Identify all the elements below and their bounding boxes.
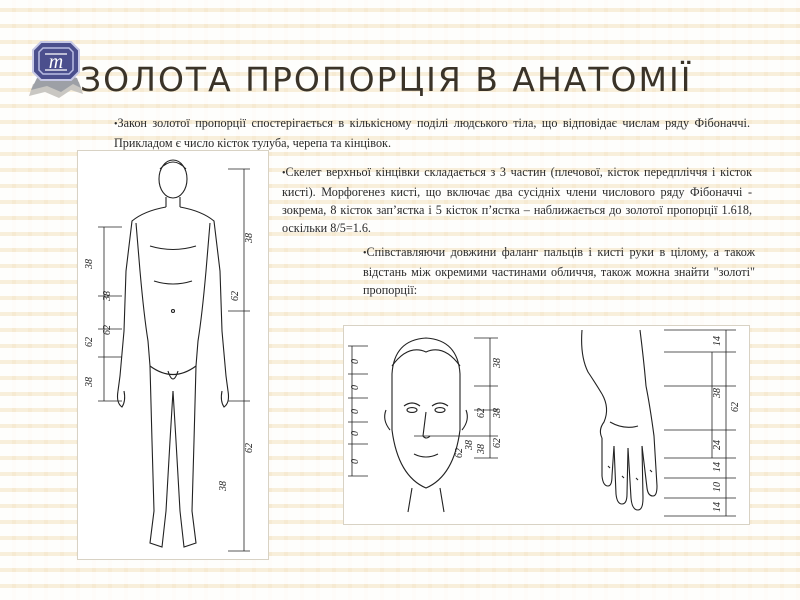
human-body-drawing [118,160,229,547]
body-proportion-figure [77,150,269,560]
face-right-label: 62 [492,438,503,448]
hand-right-label: 38 [712,388,723,398]
bullet-upper-limb [282,163,752,237]
body-right-label: 62 [230,291,241,301]
body-right-dimension-lines [228,169,250,551]
hand-right-label: 10 [712,482,723,492]
bullet-text: Скелет верхньої кінцівки складається з 3 частин (плечової, кісток передпліччя і кісток кисті). Морфогенез кисті, що включає два сусідніх члени числового ряду Фібоначчі - зокрема, 8 кісток зап’ястка і 5 кісток п’ястка – наближається до золотої пропорції 1.618, оскільки 8/5=1.6. [282,165,752,235]
university-logo-icon [25,38,87,100]
face-lower-label: 62 [454,448,465,458]
bullet-fingers-face [363,243,755,299]
bullet-dot-icon: • [114,119,118,130]
body-right-label: 62 [244,443,255,453]
face-left-label: 0 [350,409,361,414]
hand-dimension-lines [664,330,736,516]
face-left-label: 0 [350,459,361,464]
hand-drawing [582,330,657,510]
bullet-text: Закон золотої пропорції спостерігається в кількісному поділі людського тіла, що відповідає числам ряду Фібоначчі. Прикладом є число кісток тулуба, черепа та кінцівок. [114,116,750,150]
face-hand-proportion-figure [343,325,750,525]
hand-right-label: 62 [730,402,741,412]
hand-right-label: 24 [712,440,723,450]
hand-right-label: 14 [712,502,723,512]
face-dimension-lines [348,338,498,476]
body-left-label: 38 [102,291,113,301]
hand-right-label: 14 [712,336,723,346]
face-right-label: 38 [476,444,487,454]
face-right-label: 38 [492,358,503,368]
body-left-label: 62 [84,337,95,347]
body-right-label: 38 [244,233,255,243]
bullet-text: Співставляючи довжини фаланг пальців і кисті руки в цілому, а також відстань між окремими частинами обличчя, також можна знайти "золоті" пропорції: [363,245,755,297]
face-left-label: 0 [350,431,361,436]
bullet-dot-icon: • [282,168,286,179]
hand-right-label: 14 [712,462,723,472]
face-lower-label: 38 [464,440,475,450]
slide-title: ЗОЛОТА ПРОПОРЦІЯ В АНАТОМІЇ [80,60,693,99]
face-left-label: 0 [350,359,361,364]
svg-text:m: m [48,51,64,73]
face-right-label: 62 [476,408,487,418]
body-right-label: 38 [218,481,229,491]
bullet-dot-icon: • [363,248,367,259]
body-left-dimension-lines [98,227,122,401]
bullet-fibonacci-law [114,114,750,152]
face-drawing [385,338,468,512]
face-right-label: 38 [492,408,503,418]
body-left-label: 62 [102,325,113,335]
face-left-label: 0 [350,385,361,390]
body-left-label: 38 [84,377,95,387]
body-left-label: 38 [84,259,95,269]
